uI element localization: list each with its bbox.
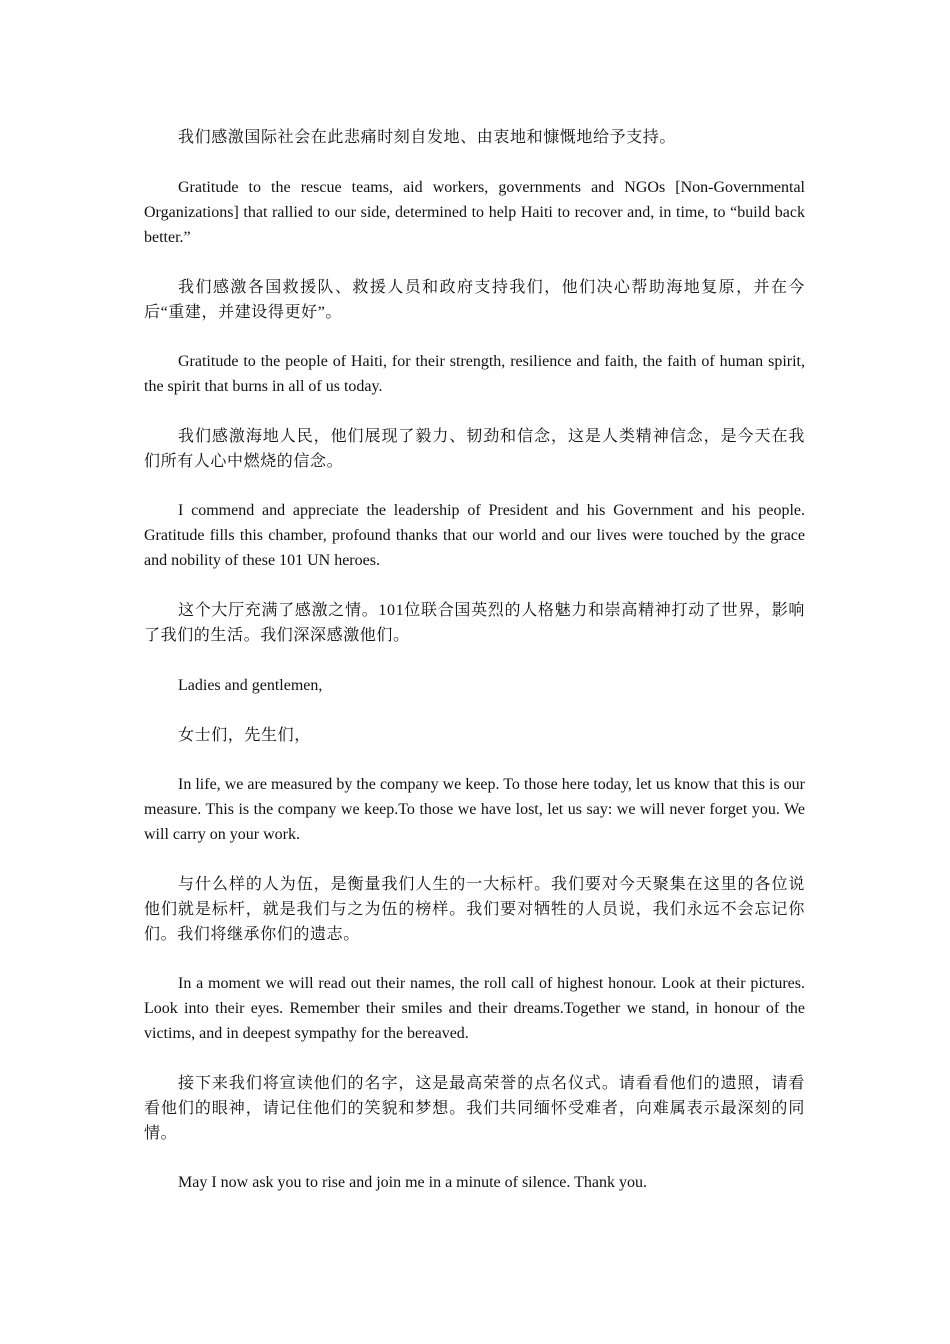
paragraph-zh-4: 这个大厅充满了感激之情。101位联合国英烈的人格魅力和崇高精神打动了世界，影响了我们的生活。我们深深感激他们。 [144,602,805,644]
paragraph-en-4: Ladies and gentlemen, [178,677,323,694]
paragraph-zh-6: 与什么样的人为伍，是衡量我们人生的一大标杆。我们要对今天聚集在这里的各位说他们就是标杆，就是我们与之为伍的榜样。我们要对牺牲的人员说，我们永远不会忘记你们。我们将继承你们的遗志。 [144,876,805,943]
paragraph-en-3: I commend and appreciate the leadership of President and his Government and his people. Gratitude fills this chamber, profound thanks that our world and our lives were touched by the grace and nobility of these 101 UN heroes. [144,502,805,569]
paragraph-en-7: May I now ask you to rise and join me in a minute of silence. Thank you. [178,1174,647,1191]
paragraph-en-1: Gratitude to the rescue teams, aid workers, governments and NGOs [Non-Governmental Organizations] that rallied to our side, determined to help Haiti to recover and, in time, to “build back better.” [144,179,805,246]
paragraph-en-5: In life, we are measured by the company we keep. To those here today, let us know that this is our measure. This is the company we keep.To those we have lost, let us say: we will never forget you. We will carry on your work. [144,776,805,843]
paragraph-en-2: Gratitude to the people of Haiti, for their strength, resilience and faith, the faith of human spirit, the spirit that burns in all of us today. [144,353,805,395]
paragraph-zh-1: 我们感激国际社会在此悲痛时刻自发地、由衷地和慷慨地给予支持。 [178,129,677,146]
paragraph-zh-5: 女士们，先生们， [178,727,311,744]
paragraph-zh-3: 我们感激海地人民，他们展现了毅力、韧劲和信念，这是人类精神信念，是今天在我们所有人心中燃烧的信念。 [144,428,805,470]
paragraph-zh-7: 接下来我们将宣读他们的名字，这是最高荣誉的点名仪式。请看看他们的遗照，请看看他们的眼神，请记住他们的笑貌和梦想。我们共同缅怀受难者，向难属表示最深刻的同情。 [144,1075,805,1142]
paragraph-en-6: In a moment we will read out their names, the roll call of highest honour. Look at their pictures. Look into their eyes. Remember their smiles and their dreams.Together we stand, in honour of the victims, and in deepest sympathy for the bereaved. [144,975,805,1042]
paragraph-zh-2: 我们感激各国救援队、救援人员和政府支持我们，他们决心帮助海地复原，并在今后“重建，并建设得更好”。 [144,279,805,321]
